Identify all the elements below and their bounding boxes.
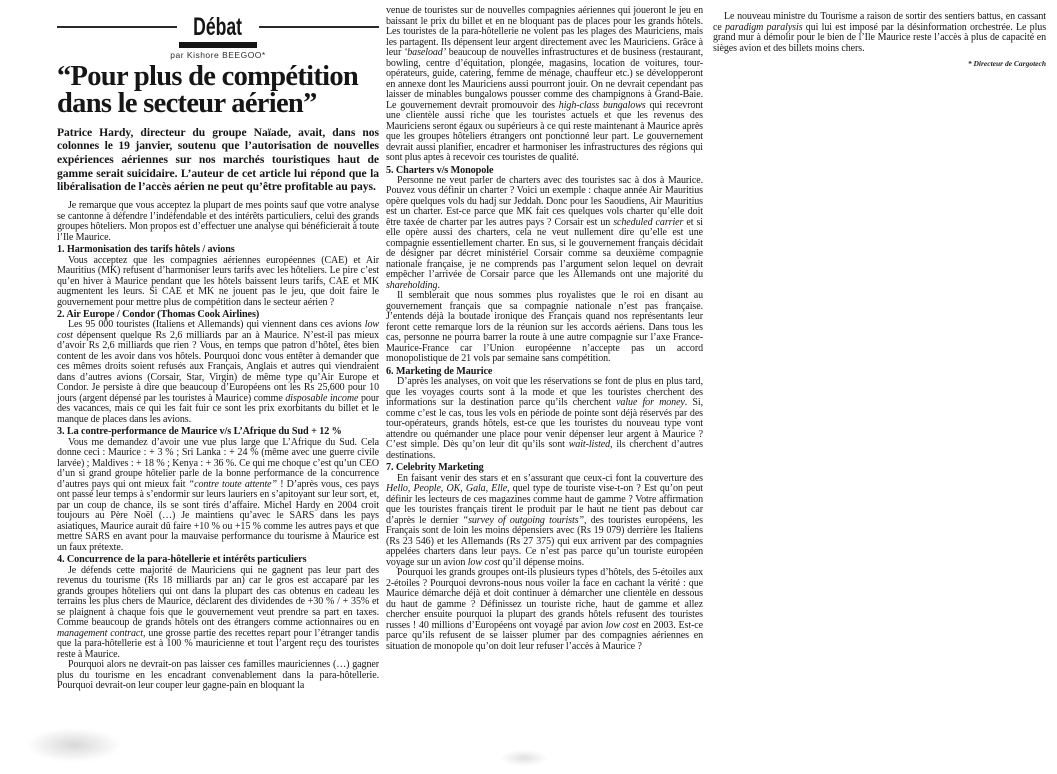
article-paragraph: Le nouveau ministre du Tourisme a raison de sortir des sentiers battus, en cassant ce paradigm paralysis qui lui est imposé par la désinformation orchestrée. Le plus grand mur à démolir pour le bien de l’Ile Maurice reste l’accès à plus de capacité en sièges avion et des billets moins chers. [713,11,1047,54]
article-paragraph: venue de touristes sur de nouvelles compagnies aériennes qui joueront le jeu en baissant le prix du billet et en ne bloquant pas de places pour les grands hôtels. Les touristes de la para-hôtellerie ne volent pas les plages des Mauriciens, mais les partagent. Ils dépensent leur argent directement avec les Mauriciens. Grâce à leur ‘baseload’ beaucoup de nouvelles infrastructures et de business (restaurant, bowling, centre d’équitation, plongée, magasins, location de voitures, tour-opérateurs, guide, catering, femme de ménage, chauffeur etc.) se développeront en annexe dont les Mauriciens aussi pourront jouir. On ne devrait cependant pas laisser de minables bungalows pousser comme des champignons à Grand-Baie. Le gouvernement devrait promouvoir des high-class bungalows qui recevront une clientèle aussi riche que les touristes actuels et que les revenus des Mauriciens seront égaux ou supérieurs à ce qui reste maintenant à Maurice après que les groupes hôteliers étrangers ont ponctionné leur part. Le gouvernement devrait aussi planifier, encadrer et harmoniser les infrastructures des régions qui sont plus aptes à recevoir ces touristes de qualité. [386,5,703,163]
article-paragraph: Les 95 000 touristes (Italiens et Allemands) qui viennent dans ces avions low cost dépensent quelque Rs 2,6 milliards par an à Maurice. N’est-il pas mieux d’avoir Rs 2,6 milliards que rien ? Vous, en temps que patron d’hôtel, êtes bien content de les avoir dans vos hôtels. Pourquoi donc vous entêter à demander que ces mêmes droits soient refusés aux Français, Anglais et autres qui viendraient dans d’autres avions (Corsair, Star, Virgin) de même type qu’Air Europe et Condor. Je persiste à dire que beaucoup d’Européens ont les Rs 25,600 pour 10 jours (argent dépensé par les touristes à Maurice) comme disposable income pour des vacances, mais ce qui les fait fuir ce sont les prix exorbitants du billet et le manque de places dans les avions. [57,319,379,425]
kicker-black-bar [179,42,257,48]
article-paragraph: Je défends cette majorité de Mauriciens qui ne gagnent pas leur part des revenus du tourisme (Rs 18 milliards par an) car le gros est accaparé par les grands groupes hôteliers qui ont dans la plupart des cas obtenus en cadeau les terrains les plus chers de Maurice, déclarent des dividendes de +30 % / + 35% et se plaignent à chaque fois que le gouvernement veut prendre sa part en taxes. Comme beaucoup de grands hôtels ont des étrangers comme actionnaires ou en management contract, une grosse partie des recettes repart pour l’étranger tandis que la para-hôtellerie est à 100 % mauricienne et tout l’argent reçu des touristes reste à Maurice. [57,564,379,660]
article-headline [57,63,379,118]
column-left [57,8,379,692]
kicker-rule-row [57,12,379,41]
article-lede: Patrice Hardy, directeur du groupe Naïade, avait, dans nos colonnes le 19 janvier, soutenu que l’autorisation de nouvelles expériences aériennes sur nos marchés touristiques haut de gamme serait suicidaire. L’auteur de cet article lui répond que la libéralisation de l’accès aérien ne peut qu’être profitable au pays. [57,125,379,194]
author-signature: * Directeur de Cargotech [967,59,1046,68]
article-paragraph: Il semblerait que nous sommes plus royalistes que le roi en disant au gouvernement français que sa compagnie nationale n’est pas française. J’entends déjà la boutade ironique des Français quand nos représentants leur feront cette remarque lors de la réunion sur les accords aériens. Dans tous les cas, personne ne pourra barrer la route à une autre compagnie sur l’axe France-Maurice-France car l’Union européenne n’accepte pas un accord monopolistique de 21 vols par semaine sans compétition. [386,290,703,365]
kicker-debat: Débat [193,12,243,41]
article-paragraph: Vous me demandez d’avoir une vue plus large que L’Afrique du Sud. Cela donne ceci : Maurice : + 3 % ; Sri Lanka : + 24 % (même avec une guerre civile larvée) ; Maldives : + 18 % ; Kenya : + 36 %. Ce qui me choque c’est qu’un CEO d’un si grand groupe hôtelier parle de la bonne performance de la concurrence d’autres pays qui ont mieux fait “contre toute attente” ! D’après vous, ces pays ont passé leur temps à s’endormir sur leurs lauriers en s’apitoyant sur leur sort, et, par un coup de chance, ils se sont tirés d’affaire. Michel Hardy en 2004 croit toujours au Père Noël (…) Je maintiens qu’avec le SARS dans les pays asiatiques, Maurice aurait dû faire +10 % ou +15 % comme les autres pays et que mettre SARS en avant pour la mauvaise performance du tourisme à Maurice est un faux prétexte. [57,436,379,553]
column-right [713,12,1046,68]
section-heading: 7. Celebrity Marketing [386,462,484,474]
article-paragraph: D’après les analyses, on voit que les réservations se font de plus en plus tard, que les voyages courts sont à la mode et que les touristes cherchent des informations sur la destination parce qu’ils cherchent value for money. Si, comme c’est le cas, tous les vols en période de pointe sont déjà réservés par des tour-opérateurs, grands hôtels, est-ce que les touristes du nouveau type vont attendre ou quémander une place pour venir dépenser leur argent à Maurice ? C’est simple. Dès qu’on leur dit qu’ils sont wait-listed, ils cherchent d’autres destinations. [386,376,703,461]
headline-line1: “Pour plus de compétition [57,61,359,92]
kicker-rule-right [259,26,379,28]
section-heading: 6. Marketing de Maurice [386,365,493,377]
article-paragraph: Pourquoi alors ne devrait-on pas laisser ces familles mauriciennes (…) gagner plus du tourisme en les encadrant convenablement dans la para-hôtellerie. Pourquoi devrait-on leur couper leur gagne-pain en bloquant la [57,659,379,692]
section-heading: 1. Harmonisation des tarifs hôtels / avions [57,244,235,256]
section-heading: 4. Concurrence de la para-hôtellerie et intérêts particuliers [57,554,307,566]
article-body-left [57,126,379,692]
column-middle [386,6,703,652]
article-paragraph: Personne ne veut parler de charters avec des touristes sac à dos à Maurice. Pouvez vous définir un charter ? Voici un exemple : chaque année Air Mauritius opère quelques vols du hadj sur Jeddah. Donc pour les Saoudiens, Air Mauritius est un charter. Est-ce parce que MK fait ces quelques vols charter qu’elle doit être taxée de charter par les autres pays ? Corsair est un scheduled carrier et si elle opère aussi des charters, cela ne veut nullement dire qu’elle est une compagnie essentiellement charter. En sus, si le gouvernement français décidait de désigner par décret ministériel Corsair comme sa deuxième compagnie nationale française, je ne comprends pas l’argument selon lequel on devrait empêcher l’arrivée de Corsair parce que les Allemands ont une majorité du shareholding. [386,174,703,291]
article-paragraph: Je remarque que vous acceptez la plupart de mes points sauf que votre analyse se cantonne à défendre l’indéfendable et des intérêts particuliers, celui des grands groupes hôteliers. Mon propos est d’effectuer une analyse qui bénéficierait à toute l’Ile Maurice. [57,200,379,243]
article-paragraph: En faisant venir des stars et en s’assurant que ceux-ci font la couverture des Hello, People, OK, Gala, Elle, quel type de touriste vise-t-on ? Est qu’on peut définir les lecteurs de ces magazines comme haut de gamme ? Votre affirmation que les touristes français tirent le produit par le haut ne tient pas debout car d’après le dernier “survey of outgoing tourists”, des touristes européens, les Français sont de loin les moins dépensiers avec (Rs 19 079) derrière les Italiens (Rs 23 546) et les Allemands (Rs 27 375) qui eux arrivent par des compagnies appelées charters dans leur pays. Ce n’est pas parce qu’un touriste européen voyage sur un avion low cost qu’il dépense moins. [386,472,703,568]
article-body-right [713,12,1046,54]
headline-line2: dans le secteur aérien” [57,88,317,120]
scan-smudge [26,728,122,762]
article-body-middle [386,6,703,652]
byline: par Kishore BEEGOO* [170,50,266,60]
article-paragraph: Pourquoi les grands groupes ont-ils plusieurs types d’hôtels, des 5-étoiles aux 2-étoiles ? Pourquoi devrons-nous nous voiler la face en cachant la vérité : que Maurice démarche déjà et doit continuer à démarcher une clientèle en dessous du haut de gamme ? Définissez un touriste riche, haut de gamme et allez chercher ensuite pourquoi la plupart des grands hôtels refusent des touristes russes ! 40 millions d’Européens ont voyagé par avion low cost en 2003. Est-ce parce qu’ils refusent de se laisser plumer par des compagnies aériennes en situation de monopole qu’on doit leur refuser l’accès à Maurice ? [386,567,703,652]
section-heading: 5. Charters v/s Monopole [386,164,494,176]
kicker-rule-left [57,26,177,28]
article-paragraph: Vous acceptez que les compagnies aériennes européennes (CAE) et Air Mauritius (MK) refusent d’harmoniser leurs tarifs avec les hôteliers. Le pire c’est qu’en hiver à Maurice pendant que les hôtels baissent leurs tarifs, CAE et MK augmentent les leurs. Si CAE et MK ne jouent pas le jeu, que doit faire le gouvernement pour mettre plus de compétition dans le secteur aérien ? [57,254,379,308]
section-heading: 3. La contre-performance de Maurice v/s L’Afrique du Sud + 12 % [57,426,342,438]
scan-smudge [500,750,548,766]
section-heading: 2. Air Europe / Condor (Thomas Cook Airlines) [57,309,260,320]
